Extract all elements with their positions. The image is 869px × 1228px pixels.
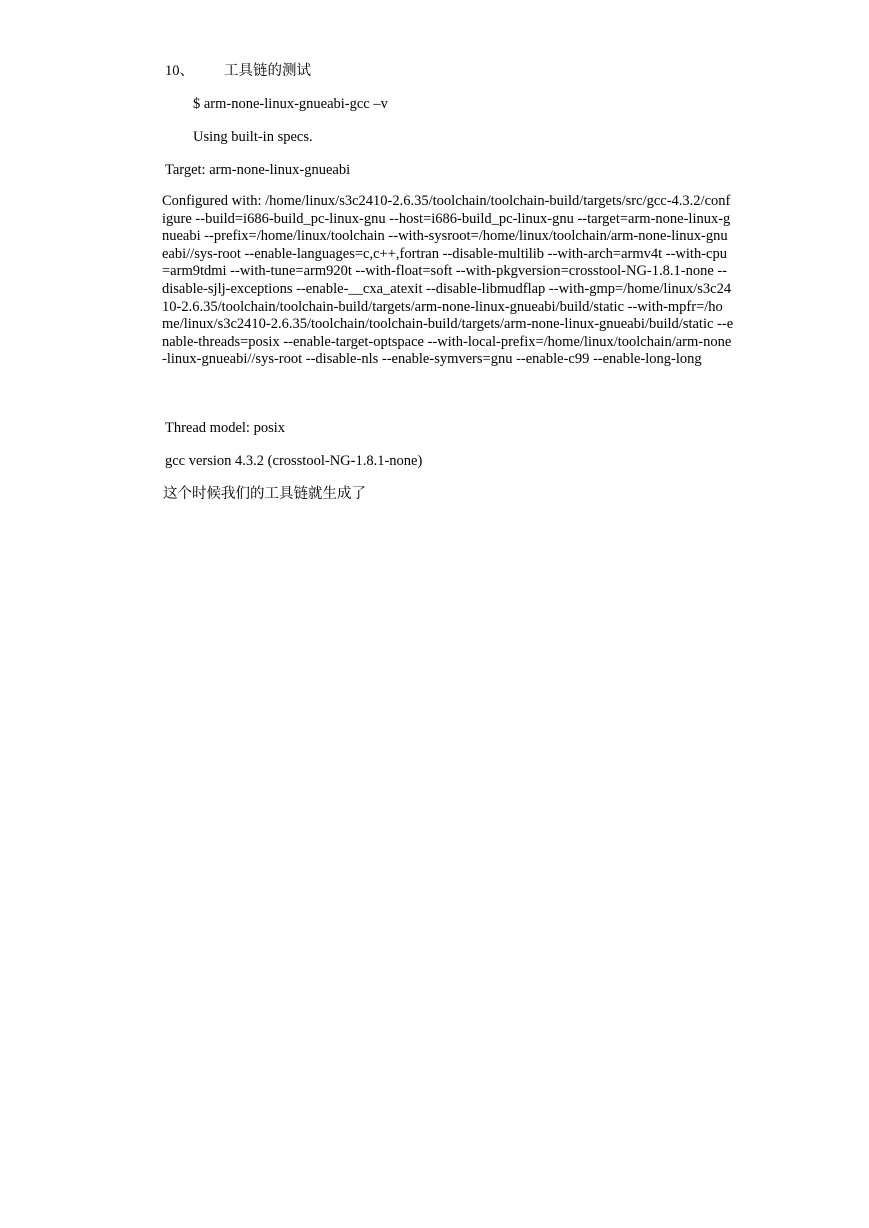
conclusion-line: 这个时候我们的工具链就生成了: [163, 486, 366, 502]
section-number: 10、: [165, 63, 194, 79]
specs-line: Using built-in specs.: [193, 129, 313, 145]
command-line: $ arm-none-linux-gnueabi-gcc –v: [193, 96, 388, 112]
section-title: 工具链的测试: [224, 63, 311, 79]
configured-with-paragraph: Configured with: /home/linux/s3c2410-2.6.35/toolchain/toolchain-build/targets/src/gcc-4.3.2/configure --build=i686-build_pc-linux-gnu --host=i686-build_pc-linux-gnu --target=arm-none-linux-gnueabi --prefix=/home/linux/toolchain --with-sysroot=/home/linux/toolchain/arm-none-linux-gnueabi//sys-root --enable-languages=c,c++,fortran --disable-multilib --with-arch=armv4t --with-cpu=arm9tdmi --with-tune=arm920t --with-float=soft --with-pkgversion=crosstool-NG-1.8.1-none --disable-sjlj-exceptions --enable-__cxa_atexit --disable-libmudflap --with-gmp=/home/linux/s3c2410-2.6.35/toolchain/toolchain-build/targets/arm-none-linux-gnueabi/build/static --with-mpfr=/home/linux/s3c2410-2.6.35/toolchain/toolchain-build/targets/arm-none-linux-gnueabi/build/static --enable-threads=posix --enable-target-optspace --with-local-prefix=/home/linux/toolchain/arm-none-linux-gnueabi//sys-root --disable-nls --enable-symvers=gnu --enable-c99 --enable-long-long: [162, 193, 734, 368]
gcc-version-line: gcc version 4.3.2 (crosstool-NG-1.8.1-none): [165, 453, 423, 469]
thread-model-line: Thread model: posix: [165, 420, 286, 436]
target-line: Target: arm-none-linux-gnueabi: [165, 162, 351, 178]
